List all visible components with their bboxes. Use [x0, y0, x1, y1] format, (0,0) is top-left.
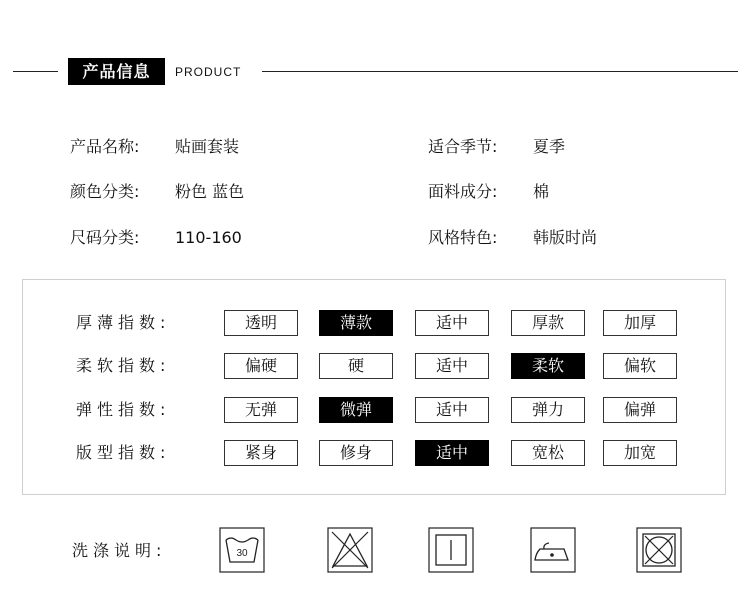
header-rule-right	[262, 71, 738, 72]
index-option: 偏软	[603, 353, 677, 379]
index-option: 偏硬	[224, 353, 298, 379]
index-option: 宽松	[511, 440, 585, 466]
info-value: 棉	[533, 182, 550, 201]
index-option-selected: 柔软	[511, 353, 585, 379]
info-season	[428, 136, 566, 158]
iron-low-icon	[530, 527, 576, 573]
section-subtitle: PRODUCT	[175, 65, 242, 79]
info-label: 尺码分类:	[70, 228, 140, 247]
index-option: 适中	[415, 310, 489, 336]
info-label: 风格特色:	[428, 228, 498, 247]
info-value: 韩版时尚	[533, 228, 598, 247]
info-value: 粉色 蓝色	[175, 182, 245, 201]
info-style	[428, 227, 598, 249]
index-label-thickness: 厚薄指数:	[76, 313, 171, 332]
no-tumble-dry-icon	[636, 527, 682, 573]
info-label: 适合季节:	[428, 137, 498, 156]
info-label: 产品名称:	[70, 137, 140, 156]
index-option-selected: 适中	[415, 440, 489, 466]
wash-temperature: 30	[236, 548, 248, 559]
line-dry-icon	[428, 527, 474, 573]
wash-30-icon	[219, 527, 265, 573]
index-option: 厚款	[511, 310, 585, 336]
index-option: 适中	[415, 397, 489, 423]
info-label: 面料成分:	[428, 182, 498, 201]
index-option: 无弹	[224, 397, 298, 423]
index-option: 硬	[319, 353, 393, 379]
index-label-elasticity: 弹性指数:	[76, 400, 171, 419]
index-label-fit: 版型指数:	[76, 443, 171, 462]
index-option: 加厚	[603, 310, 677, 336]
no-bleach-icon	[327, 527, 373, 573]
info-value: 110-160	[175, 228, 242, 247]
index-option: 加宽	[603, 440, 677, 466]
index-option: 适中	[415, 353, 489, 379]
header-rule-left	[13, 71, 58, 72]
info-label: 颜色分类:	[70, 182, 140, 201]
index-option: 修身	[319, 440, 393, 466]
section-title: 产品信息	[68, 58, 165, 85]
index-option: 紧身	[224, 440, 298, 466]
index-option: 透明	[224, 310, 298, 336]
index-option: 偏弹	[603, 397, 677, 423]
index-option-selected: 微弹	[319, 397, 393, 423]
info-fabric	[428, 181, 550, 203]
info-value: 夏季	[533, 137, 566, 156]
info-color	[70, 181, 245, 203]
index-label-softness: 柔软指数:	[76, 356, 171, 375]
info-size	[70, 227, 242, 249]
info-product-name	[70, 136, 240, 158]
index-option: 弹力	[511, 397, 585, 423]
washing-label: 洗涤说明:	[72, 541, 167, 560]
index-option-selected: 薄款	[319, 310, 393, 336]
info-value: 贴画套装	[175, 137, 240, 156]
